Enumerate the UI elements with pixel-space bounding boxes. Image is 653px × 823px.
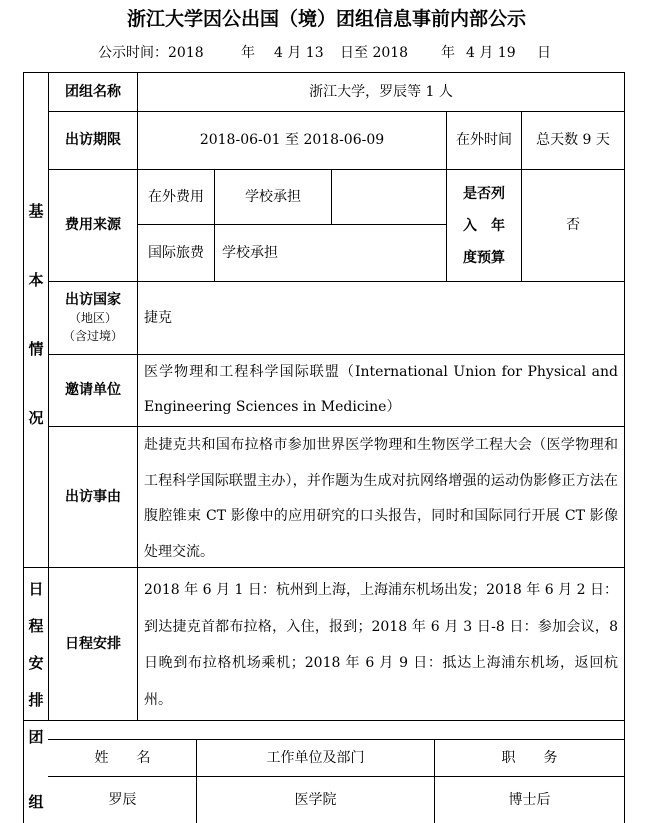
notice-month-2: 年	[441, 45, 455, 61]
country-label: 出访国家 （地区） （含过境）	[62, 292, 123, 343]
budget-value: 否	[566, 217, 580, 234]
members-header-title: 职 务	[501, 749, 558, 766]
abroad-time-value: 总天数 9 天	[536, 132, 610, 149]
member-unit: 医学院	[294, 791, 337, 808]
notice-label: 公示时间：2018	[98, 45, 204, 61]
funding-travel-label: 国际旅费	[148, 244, 204, 261]
section-schedule-label: 日 程 安 排	[28, 580, 44, 709]
group-name-label: 团组名称	[65, 83, 121, 100]
schedule-value: 2018 年 6 月 1 日：杭州到上海，上海浦东机场出发；2018 年 6 月 2 日：到达捷克首都布拉格，入住，报到；2018 年 6 月 3 日-8 日：参加会议，8 日晚到布拉格机场乘机；2018 年 6 月 9 日：抵达上海浦东机场，返回杭州。	[144, 582, 618, 708]
section-group-label: 团 组	[28, 728, 44, 811]
notice-to: 日至 2018	[340, 45, 409, 61]
group-name-value: 浙江大学，罗辰等 1 人	[309, 83, 453, 100]
schedule-label: 日程安排	[65, 635, 121, 652]
members-header-unit: 工作单位及部门	[266, 749, 365, 766]
page-title: 浙江大学因公出国（境）团组信息事前内部公示	[126, 8, 526, 30]
inviter-value: 医学物理和工程科学国际联盟（International Union for Physical and Engineering Sciences in Medicine）	[144, 364, 618, 415]
funding-travel-value: 学校承担	[222, 244, 278, 261]
abroad-time-label: 在外时间	[456, 132, 512, 149]
notice-end: 日	[537, 45, 551, 61]
period-value: 2018-06-01 至 2018-06-09	[199, 132, 385, 149]
purpose-label: 出访事由	[65, 488, 121, 505]
member-title: 博士后	[508, 791, 551, 808]
budget-label: 是否列 入 年 度预算	[463, 185, 505, 266]
notice-day-1: 4 月 13	[274, 45, 324, 61]
period-label: 出访期限	[65, 132, 121, 149]
funding-label: 费用来源	[65, 217, 121, 234]
notice-month-1: 年	[241, 45, 255, 61]
section-basic-label: 基 本 情 况	[28, 202, 44, 427]
inviter-label: 邀请单位	[65, 382, 121, 399]
member-name: 罗辰	[108, 791, 137, 808]
members-header-name: 姓 名	[94, 749, 151, 766]
purpose-value: 赴捷克共和国布拉格市参加世界医学物理和生物医学工程大会（医学物理和工程科学国际联盟主办），并作题为生成对抗网络增强的运动伪影修正方法在腹腔锥束 CT 影像中的应用研究的口头报告，同时和国际同行开展 CT 影像处理交流。	[144, 437, 618, 560]
funding-abroad-label: 在外费用	[148, 188, 204, 205]
notice-day-2: 4 月 19	[466, 45, 516, 61]
funding-abroad-value: 学校承担	[245, 188, 301, 205]
country-value: 捷克	[144, 309, 172, 326]
